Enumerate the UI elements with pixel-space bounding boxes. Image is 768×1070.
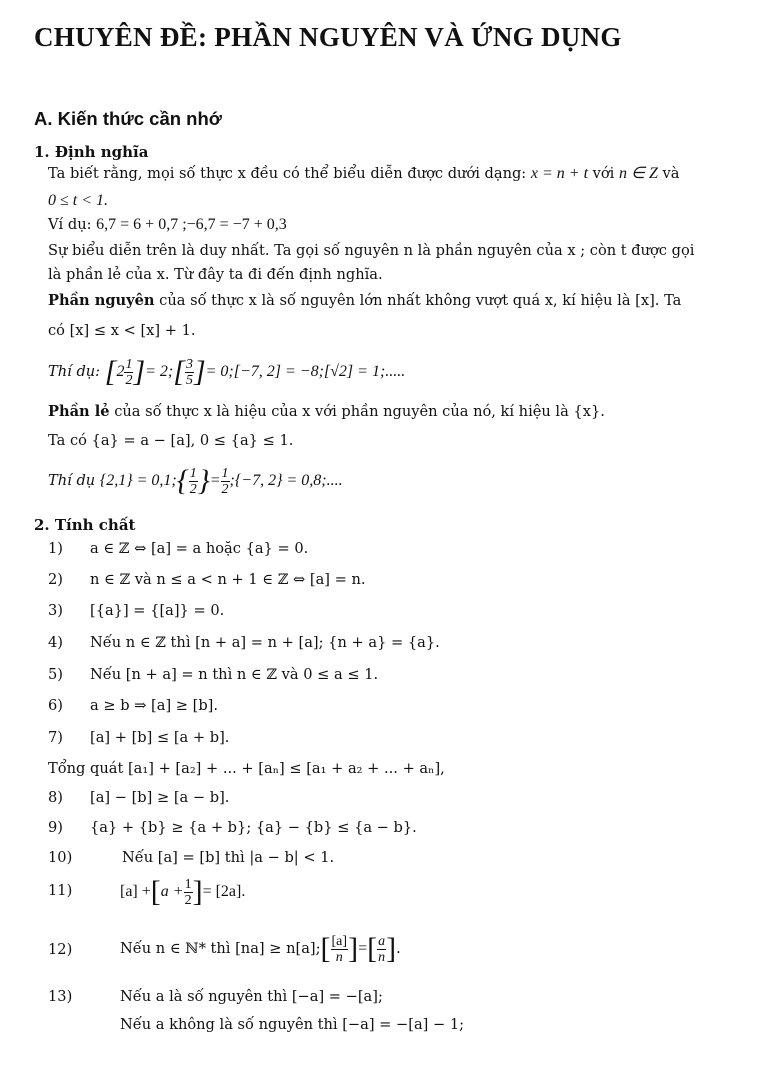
- property-statement: Nếu n ∈ ℤ thì [n + a] = n + [a]; {n + a} = {a}.: [90, 634, 440, 651]
- general-inequality: Tổng quát [a₁] + [a₂] + ... + [aₙ] ≤ [a₁ + a₂ + ... + aₙ],: [48, 760, 445, 777]
- integer-part-inequality: có [x] ≤ x < [x] + 1.: [48, 322, 196, 339]
- property-statement: Nếu [n + a] = n thì n ∈ ℤ và 0 ≤ a ≤ 1.: [90, 666, 379, 683]
- fractional-part-text: của số thực x là hiệu của x với phần nguyên của nó, kí hiệu là {x}.: [109, 403, 605, 420]
- section-a-heading: A. Kiến thức cần nhớ: [34, 108, 222, 129]
- example-2-tail: ;{−7, 2} = 0,8;....: [229, 472, 343, 489]
- example-2-equals: =: [209, 472, 221, 489]
- properties-heading: 2. Tính chất: [34, 516, 136, 534]
- brace-close: }: [197, 464, 210, 497]
- bracket-open-2: [: [173, 355, 185, 388]
- property-11-part-a: [a] +: [120, 883, 151, 900]
- bracket-open-1: [: [104, 355, 117, 388]
- fraction-one-half: $\frac{1}{2}$: [125, 356, 133, 388]
- fraction-a-over-n: $\frac{a}{n}$: [378, 933, 386, 965]
- examples-label-2: Thí dụ: [48, 472, 96, 489]
- property-number: 7): [48, 729, 63, 746]
- property-statement: [a] − [b] ≥ [a − b].: [90, 789, 230, 806]
- property-number: 3): [48, 602, 63, 619]
- property-12-part-a: Nếu n ∈ ℕ* thì [na] ≥ n[a];: [120, 940, 321, 957]
- integer-part-definition: [48, 292, 681, 310]
- property-12-equals: =: [358, 940, 368, 957]
- property-statement: a ∈ ℤ ⇔ [a] = a hoặc {a} = 0.: [90, 540, 309, 557]
- definition-paragraph-1: [48, 165, 679, 183]
- examples-label: Thí dụ:: [48, 363, 101, 380]
- fraction-range: 0 ≤ t < 1.: [48, 192, 109, 209]
- property-11-number: 11): [48, 882, 73, 899]
- bracket-open-11: [: [150, 875, 161, 908]
- property-statement: Nếu [a] = [b] thì |a − b| < 1.: [122, 849, 335, 866]
- property-statement: {a} + {b} ≥ {a + b}; {a} − {b} ≤ {a − b}.: [90, 819, 417, 836]
- property-statement: a ≥ b ⇒ [a] ≥ [b].: [90, 697, 219, 714]
- and-word: và: [662, 165, 680, 182]
- bracket-close-12b: ]: [386, 932, 397, 965]
- fractional-part-formula: Ta có {a} = a − [a], 0 ≤ {a} ≤ 1.: [48, 432, 294, 449]
- property-statement: [a] + [b] ≤ [a + b].: [90, 729, 230, 746]
- property-12: [120, 926, 401, 972]
- property-statement: [{a}] = {[a]} = 0.: [90, 602, 225, 619]
- property-number: 8): [48, 789, 63, 806]
- fractional-part-examples: [48, 461, 343, 501]
- property-number: 5): [48, 666, 63, 683]
- integer-condition: n ∈ Z: [619, 165, 658, 182]
- property-number: 1): [48, 540, 63, 557]
- uniqueness-line-1: Sự biểu diễn trên là duy nhất. Ta gọi số nguyên n là phần nguyên của x ; còn t được gọi: [48, 242, 695, 259]
- brace-open: {: [176, 464, 189, 497]
- integer-part-examples: [48, 352, 405, 392]
- example-label: Ví dụ:: [48, 216, 92, 233]
- property-number: 2): [48, 571, 63, 588]
- property-statement: n ∈ ℤ và n ≤ a < n + 1 ∈ ℤ ⇔ [a] = n.: [90, 571, 366, 588]
- property-12-number: 12): [48, 941, 73, 958]
- fraction-floor-a-over-n: $\frac{[a]}{n}$: [331, 933, 348, 965]
- bracket-close-12: ]: [348, 932, 359, 965]
- bracket-open-12b: [: [367, 932, 378, 965]
- bracket-close-1: ]: [133, 355, 146, 388]
- fraction-three-fifths: $\frac{3}{5}$: [185, 356, 193, 388]
- fraction-one-half-11: $\frac{1}{2}$: [184, 876, 192, 908]
- property-number: 10): [48, 849, 73, 866]
- bracket-open-12: [: [320, 932, 331, 965]
- representation-formula: x = n + t: [530, 165, 589, 182]
- property-11: [120, 872, 245, 912]
- property-number: 6): [48, 697, 63, 714]
- example-result-1: = 2;: [145, 363, 174, 380]
- property-13-line-1: Nếu a là số nguyên thì [−a] = −[a];: [120, 988, 383, 1005]
- fraction-one-half-3: $\frac{1}{2}$: [221, 465, 229, 497]
- example-result-tail: = 0;[−7, 2] = −8;[√2] = 1;.....: [205, 363, 406, 380]
- fractional-part-definition: [48, 403, 605, 421]
- uniqueness-line-2: là phần lẻ của x. Từ đây ta đi đến định nghĩa.: [48, 266, 383, 283]
- property-11-part-b: a +: [160, 883, 184, 900]
- definition-heading: 1. Định nghĩa: [34, 143, 149, 161]
- example-2-part-a: {2,1} = 0,1;: [99, 472, 177, 489]
- fractional-part-term: Phần lẻ: [48, 403, 110, 420]
- property-13-line-2: Nếu a không là số nguyên thì [−a] = −[a] − 1;: [120, 1016, 465, 1033]
- property-11-part-c: = [2a].: [202, 883, 246, 900]
- example-formula: 6,7 = 6 + 0,7 ;−6,7 = −7 + 0,3: [96, 216, 287, 233]
- property-12-end: .: [396, 940, 401, 957]
- property-13-number: 13): [48, 988, 73, 1005]
- definition-text: Ta biết rằng, mọi số thực x đều có thể biểu diễn được dưới dạng:: [48, 165, 527, 182]
- integer-part-term: Phần nguyên: [48, 292, 155, 309]
- property-number: 9): [48, 819, 63, 836]
- integer-part-text: của số thực x là số nguyên lớn nhất không vượt quá x, kí hiệu là [x]. Ta: [154, 292, 682, 309]
- with-word: với: [592, 165, 615, 182]
- example-line: [48, 216, 287, 234]
- bracket-close-11: ]: [192, 875, 203, 908]
- fraction-one-half-2: $\frac{1}{2}$: [189, 465, 197, 497]
- whole-two: 2: [116, 363, 125, 380]
- page-title: CHUYÊN ĐỀ: PHẦN NGUYÊN VÀ ỨNG DỤNG: [34, 22, 622, 52]
- property-number: 4): [48, 634, 63, 651]
- bracket-close-2: ]: [193, 355, 206, 388]
